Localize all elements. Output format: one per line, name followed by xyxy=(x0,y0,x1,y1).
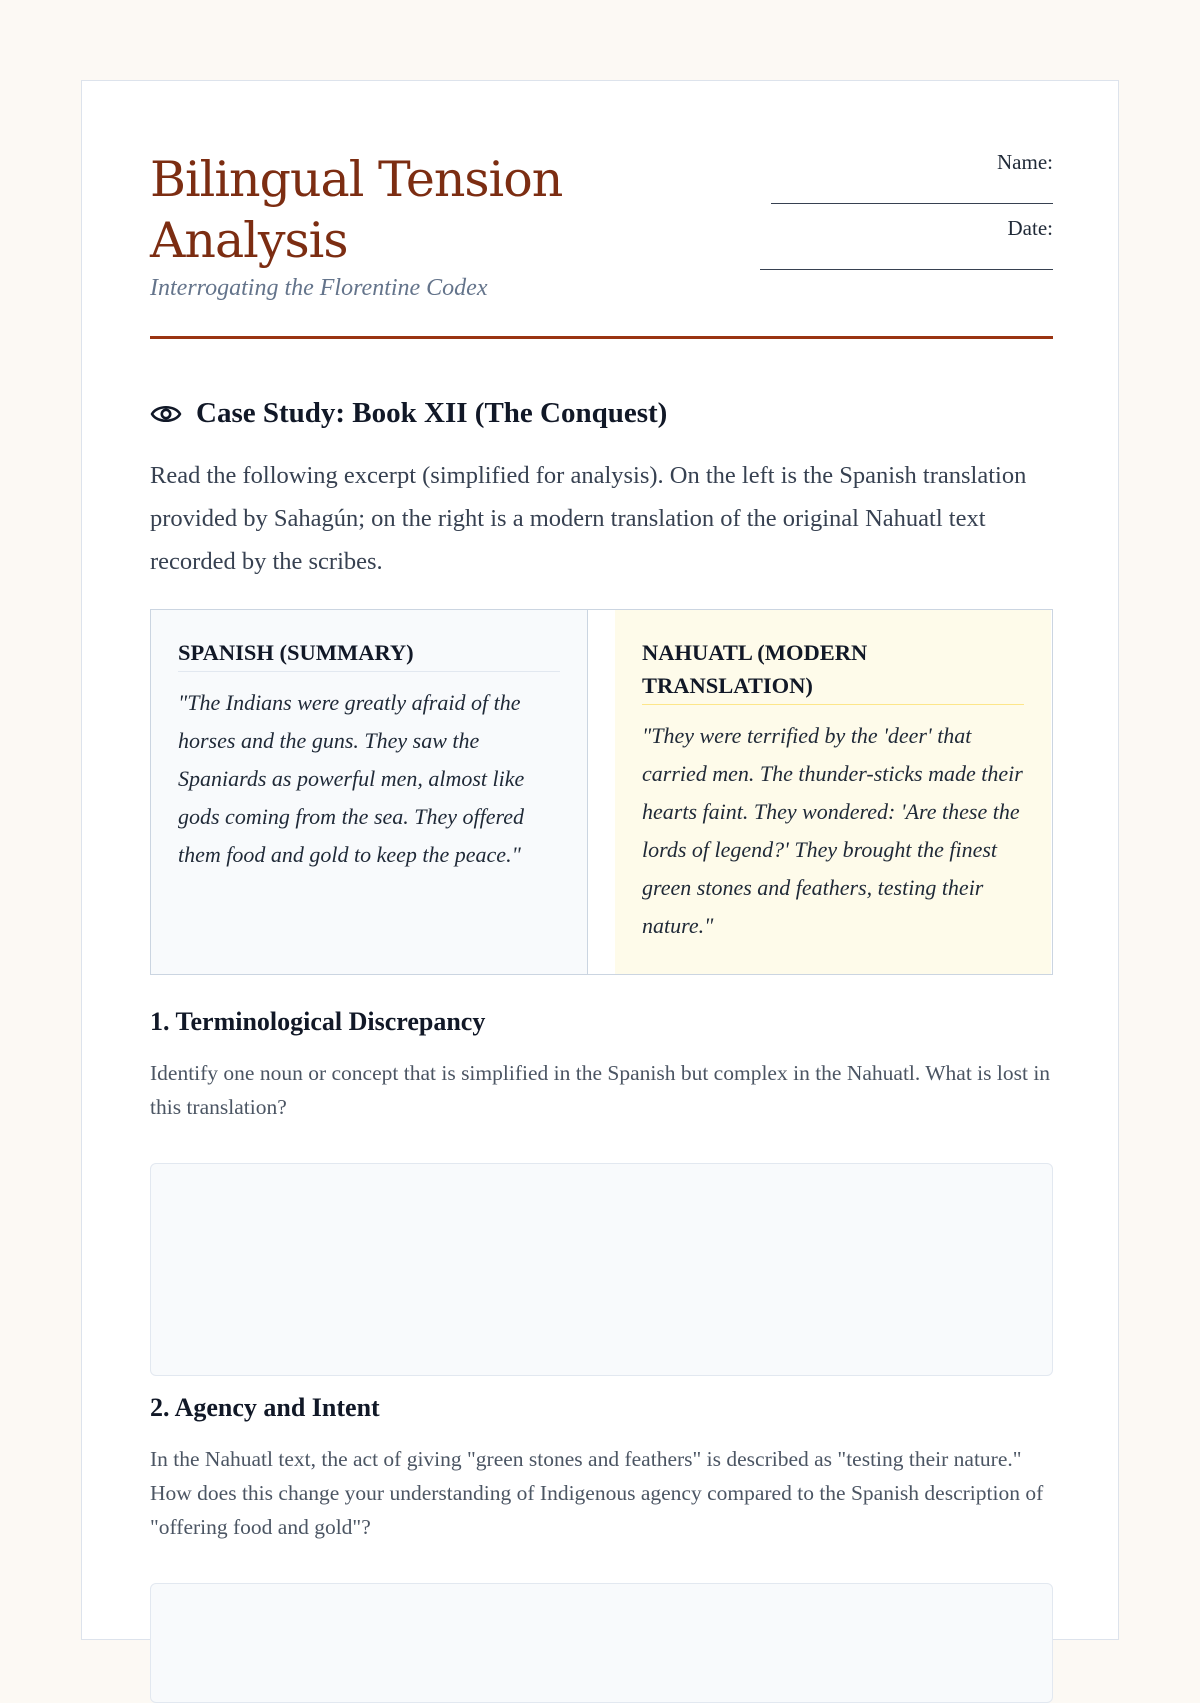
question-2-answer-box[interactable] xyxy=(150,1583,1053,1703)
nahuatl-quote: "They were terrified by the 'deer' that carried men. The thunder-sticks made their hearts faint. They wondered: 'Are these the lords of legend?' They brought the finest green stones and feathers, testing their nature." xyxy=(642,723,1023,938)
student-info-fields xyxy=(753,149,1053,349)
case-study-title: Case Study: Book XII (The Conquest) xyxy=(196,397,668,429)
question-1-prompt: Identify one noun or concept that is simplified in the Spanish but complex in the Nahuatl. What is lost in this translation? xyxy=(150,1061,1051,1119)
case-study-heading xyxy=(150,397,667,430)
page-subtitle: Interrogating the Florentine Codex xyxy=(150,275,488,301)
question-2-prompt: In the Nahuatl text, the act of giving "green stones and feathers" is described as "testing their nature." How does this change your understanding of Indigenous agency compared to the Spanish description of "offering food and gold"? xyxy=(150,1447,1044,1539)
question-1-title: 1. Terminological Discrepancy xyxy=(150,1007,486,1036)
spanish-heading: SPANISH (SUMMARY) xyxy=(178,636,560,672)
spanish-quote: "The Indians were greatly afraid of the horses and the guns. They saw the Spaniards as powerful men, almost like gods coming from the sea. They offered them food and gold to keep the peace." xyxy=(178,690,525,867)
date-label: Date: xyxy=(1007,216,1053,240)
nahuatl-column xyxy=(615,610,1051,974)
date-field[interactable] xyxy=(760,269,1053,270)
name-label: Name: xyxy=(997,150,1053,174)
page-title: Bilingual Tension Analysis xyxy=(150,151,563,269)
question-2-title: 2. Agency and Intent xyxy=(150,1393,380,1422)
case-study-intro: Read the following excerpt (simplified for analysis). On the left is the Spanish translation provided by Sahagún; on the right is a modern translation of the original Nahuatl text recorded by the scribes. xyxy=(150,462,1027,575)
name-field[interactable] xyxy=(771,203,1053,204)
translation-comparison xyxy=(150,609,1053,975)
spanish-column xyxy=(151,610,588,974)
eye-icon xyxy=(150,401,182,427)
worksheet-page xyxy=(81,80,1119,1640)
nahuatl-heading: NAHUATL (MODERN TRANSLATION) xyxy=(642,636,1024,705)
header-divider xyxy=(150,336,1053,339)
question-1-answer-box[interactable] xyxy=(150,1163,1053,1376)
